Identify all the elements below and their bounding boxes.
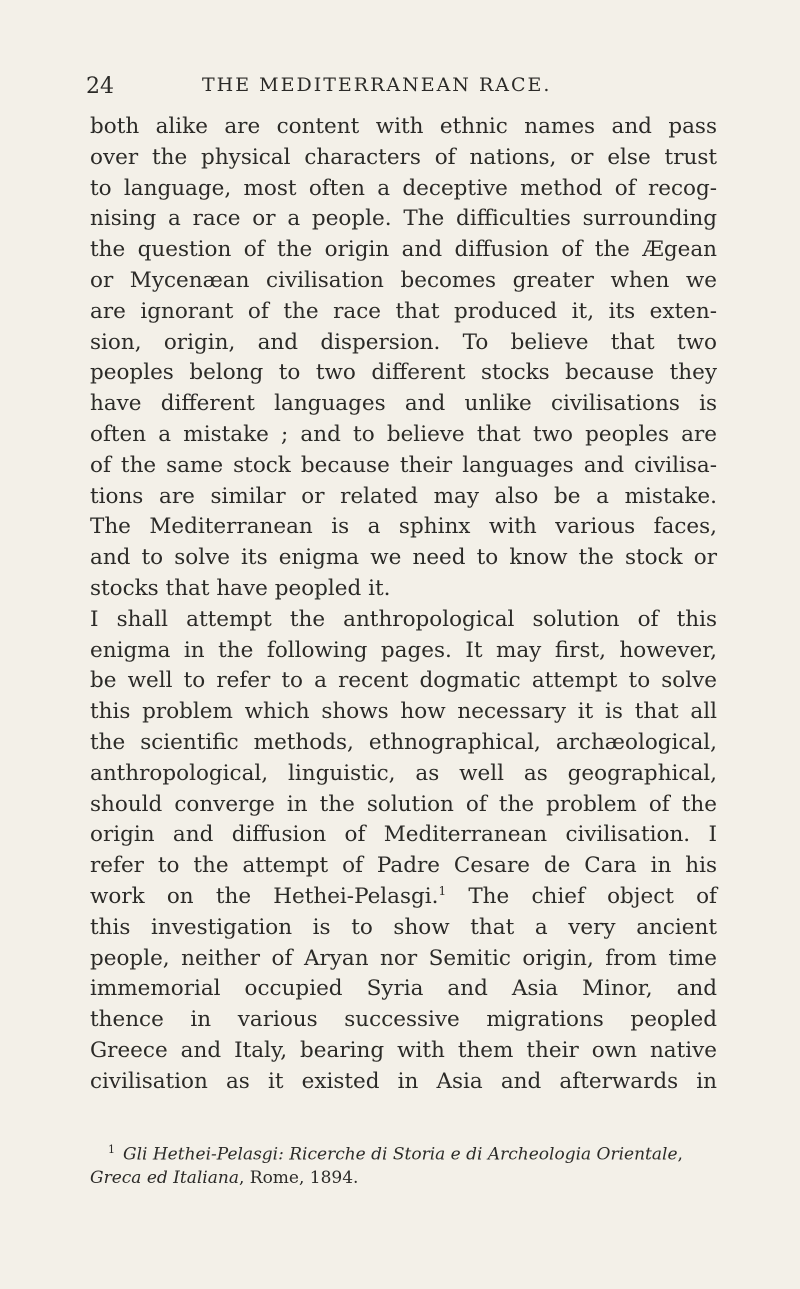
footnote-title-continued: Greca ed Italiana: [90, 1167, 239, 1188]
text-line: anthropological, linguistic, as well as geographical,: [90, 760, 717, 786]
text-line: nising a race or a people. The difficulties surrounding: [90, 206, 717, 232]
text-line: over the physical characters of nations, or else trust: [90, 144, 717, 170]
text-line: to language, most often a deceptive method of recog-: [90, 175, 717, 201]
text-line: this investigation is to show that a very ancient: [90, 914, 717, 940]
text-line: the question of the origin and diffusion of the Ægean: [90, 237, 717, 263]
footnote-line: $^1$ Gli Hethei-Pelasgi: Ricerche di Storia e di Archeologia Orientale,: [108, 1143, 683, 1165]
text-line: Greece and Italy, bearing with them their own native: [90, 1037, 717, 1063]
text-line: of the same stock because their languages and civilisa-: [90, 452, 717, 478]
footnote-reference[interactable]: 1: [438, 883, 447, 898]
text-line: stocks that have peopled it.: [90, 575, 391, 601]
footnote-imprint: Rome, 1894.: [249, 1167, 359, 1188]
text-line: civilisation as it existed in Asia and afterwards in: [90, 1068, 717, 1094]
text-line: this problem which shows how necessary it is that all: [90, 699, 717, 725]
text-line-with-footnote-ref: [90, 882, 717, 913]
text-line: immemorial occupied Syria and Asia Minor, and: [90, 976, 717, 1002]
text-line: I shall attempt the anthropological solution of this: [90, 606, 717, 632]
page-number: 24: [86, 74, 114, 99]
text-line: The Mediterranean is a sphinx with various faces,: [90, 514, 717, 540]
text-line: thence in various successive migrations peopled: [90, 1007, 717, 1033]
text-line: have different languages and unlike civilisations is: [90, 391, 717, 417]
body-text: [90, 112, 717, 1098]
footnote-line: Greca ed Italiana, Rome, 1894.: [90, 1167, 359, 1188]
text-line: often a mistake ; and to believe that two peoples are: [90, 421, 717, 447]
text-line: origin and diffusion of Mediterranean civilisation. I: [90, 822, 717, 848]
text-line: people, neither of Aryan nor Semitic origin, from time: [90, 945, 717, 971]
text-line: enigma in the following pages. It may first, however,: [90, 637, 717, 663]
running-head: [86, 66, 714, 106]
text-line-tail: The chief object of: [468, 883, 717, 909]
text-line-head: work on the Hethei-Pelasgi.: [90, 883, 439, 909]
text-line: sion, origin, and dispersion. To believe that two: [90, 329, 717, 355]
running-title: THE MEDITERRANEAN RACE.: [202, 74, 552, 96]
footnote-title: Gli Hethei-Pelasgi: Ricerche di Storia e di Archeologia Orientale: [123, 1144, 678, 1165]
text-line: should converge in the solution of the problem of the: [90, 791, 717, 817]
text-line: refer to the attempt of Padre Cesare de Cara in his: [90, 853, 717, 879]
footnote-marker: 1: [108, 1143, 115, 1156]
text-line: or Mycenæan civilisation becomes greater when we: [90, 267, 717, 293]
text-line: the scientific methods, ethnographical, archæological,: [90, 729, 717, 755]
text-line: are ignorant of the race that produced it, its exten-: [90, 298, 717, 324]
footnote: [90, 1138, 717, 1190]
text-line: both alike are content with ethnic names and pass: [90, 114, 717, 139]
text-line: tions are similar or related may also be a mistake.: [90, 483, 717, 509]
text-line: and to solve its enigma we need to know the stock or: [90, 545, 717, 571]
text-line: be well to refer to a recent dogmatic attempt to solve: [90, 668, 717, 694]
text-line: peoples belong to two different stocks because they: [90, 360, 717, 386]
